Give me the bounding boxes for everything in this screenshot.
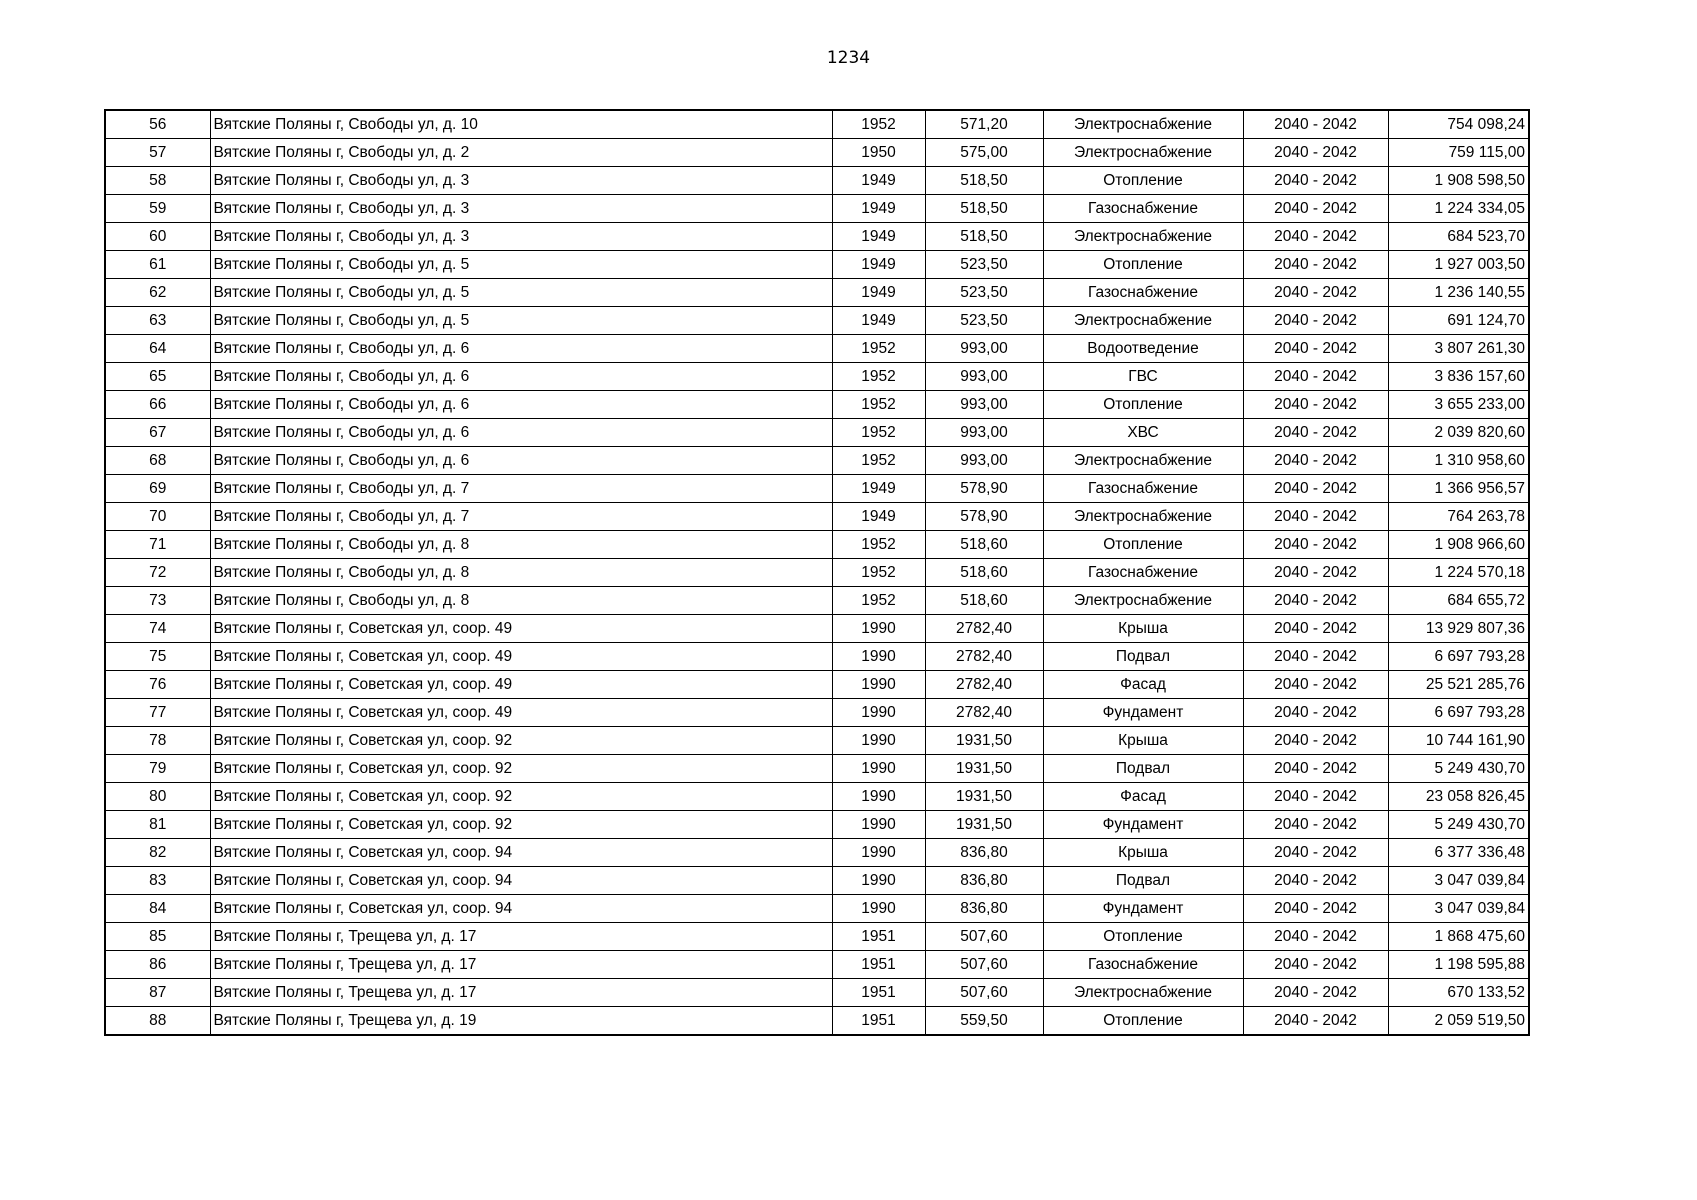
row-number-cell: 71 xyxy=(105,531,210,559)
row-number-cell: 65 xyxy=(105,363,210,391)
address-cell: Вятские Поляны г, Свободы ул, д. 5 xyxy=(210,307,832,335)
table-body xyxy=(105,110,1529,1035)
build-year-cell: 1952 xyxy=(832,363,925,391)
work-type-cell: Электроснабжение xyxy=(1043,223,1243,251)
work-type-cell: Газоснабжение xyxy=(1043,195,1243,223)
work-type-cell: Подвал xyxy=(1043,755,1243,783)
row-number-cell: 72 xyxy=(105,559,210,587)
address-cell: Вятские Поляны г, Свободы ул, д. 6 xyxy=(210,335,832,363)
work-type-cell: Электроснабжение xyxy=(1043,979,1243,1007)
cost-cell: 691 124,70 xyxy=(1388,307,1529,335)
cost-cell: 5 249 430,70 xyxy=(1388,755,1529,783)
period-cell: 2040 - 2042 xyxy=(1243,223,1388,251)
area-cell: 836,80 xyxy=(925,839,1043,867)
address-cell: Вятские Поляны г, Свободы ул, д. 3 xyxy=(210,195,832,223)
cost-cell: 684 523,70 xyxy=(1388,223,1529,251)
work-type-cell: Электроснабжение xyxy=(1043,447,1243,475)
build-year-cell: 1951 xyxy=(832,979,925,1007)
work-type-cell: Фасад xyxy=(1043,671,1243,699)
address-cell: Вятские Поляны г, Трещева ул, д. 17 xyxy=(210,979,832,1007)
table-row xyxy=(105,727,1529,755)
table-row xyxy=(105,643,1529,671)
row-number-cell: 62 xyxy=(105,279,210,307)
cost-cell: 3 807 261,30 xyxy=(1388,335,1529,363)
cost-cell: 764 263,78 xyxy=(1388,503,1529,531)
build-year-cell: 1952 xyxy=(832,391,925,419)
row-number-cell: 66 xyxy=(105,391,210,419)
build-year-cell: 1952 xyxy=(832,110,925,139)
build-year-cell: 1951 xyxy=(832,1007,925,1036)
table-row xyxy=(105,559,1529,587)
build-year-cell: 1952 xyxy=(832,559,925,587)
period-cell: 2040 - 2042 xyxy=(1243,587,1388,615)
row-number-cell: 74 xyxy=(105,615,210,643)
build-year-cell: 1949 xyxy=(832,307,925,335)
cost-cell: 1 927 003,50 xyxy=(1388,251,1529,279)
table-row xyxy=(105,223,1529,251)
cost-cell: 1 908 966,60 xyxy=(1388,531,1529,559)
address-cell: Вятские Поляны г, Свободы ул, д. 8 xyxy=(210,559,832,587)
address-cell: Вятские Поляны г, Свободы ул, д. 3 xyxy=(210,223,832,251)
table-row xyxy=(105,503,1529,531)
work-type-cell: Водоотведение xyxy=(1043,335,1243,363)
work-type-cell: Электроснабжение xyxy=(1043,503,1243,531)
area-cell: 2782,40 xyxy=(925,671,1043,699)
address-cell: Вятские Поляны г, Советская ул, соор. 94 xyxy=(210,839,832,867)
period-cell: 2040 - 2042 xyxy=(1243,867,1388,895)
row-number-cell: 81 xyxy=(105,811,210,839)
area-cell: 1931,50 xyxy=(925,755,1043,783)
build-year-cell: 1952 xyxy=(832,419,925,447)
address-cell: Вятские Поляны г, Советская ул, соор. 92 xyxy=(210,755,832,783)
build-year-cell: 1990 xyxy=(832,867,925,895)
work-type-cell: Электроснабжение xyxy=(1043,110,1243,139)
period-cell: 2040 - 2042 xyxy=(1243,139,1388,167)
cost-cell: 1 868 475,60 xyxy=(1388,923,1529,951)
work-type-cell: Электроснабжение xyxy=(1043,587,1243,615)
row-number-cell: 63 xyxy=(105,307,210,335)
address-cell: Вятские Поляны г, Советская ул, соор. 49 xyxy=(210,615,832,643)
period-cell: 2040 - 2042 xyxy=(1243,475,1388,503)
build-year-cell: 1990 xyxy=(832,643,925,671)
period-cell: 2040 - 2042 xyxy=(1243,615,1388,643)
table-row xyxy=(105,839,1529,867)
build-year-cell: 1949 xyxy=(832,251,925,279)
work-type-cell: Газоснабжение xyxy=(1043,951,1243,979)
cost-cell: 3 047 039,84 xyxy=(1388,867,1529,895)
cost-cell: 1 908 598,50 xyxy=(1388,167,1529,195)
address-cell: Вятские Поляны г, Свободы ул, д. 5 xyxy=(210,279,832,307)
row-number-cell: 88 xyxy=(105,1007,210,1036)
table-row xyxy=(105,110,1529,139)
row-number-cell: 58 xyxy=(105,167,210,195)
area-cell: 836,80 xyxy=(925,895,1043,923)
row-number-cell: 56 xyxy=(105,110,210,139)
table-row xyxy=(105,139,1529,167)
work-type-cell: Газоснабжение xyxy=(1043,475,1243,503)
cost-cell: 1 224 334,05 xyxy=(1388,195,1529,223)
area-cell: 1931,50 xyxy=(925,727,1043,755)
cost-cell: 2 059 519,50 xyxy=(1388,1007,1529,1036)
cost-cell: 3 836 157,60 xyxy=(1388,363,1529,391)
row-number-cell: 87 xyxy=(105,979,210,1007)
address-cell: Вятские Поляны г, Свободы ул, д. 7 xyxy=(210,475,832,503)
work-type-cell: Фундамент xyxy=(1043,811,1243,839)
table-row xyxy=(105,167,1529,195)
table-row xyxy=(105,391,1529,419)
table-row xyxy=(105,531,1529,559)
table-row xyxy=(105,755,1529,783)
cost-cell: 1 224 570,18 xyxy=(1388,559,1529,587)
address-cell: Вятские Поляны г, Свободы ул, д. 7 xyxy=(210,503,832,531)
address-cell: Вятские Поляны г, Советская ул, соор. 94 xyxy=(210,867,832,895)
period-cell: 2040 - 2042 xyxy=(1243,811,1388,839)
area-cell: 523,50 xyxy=(925,251,1043,279)
address-cell: Вятские Поляны г, Свободы ул, д. 3 xyxy=(210,167,832,195)
period-cell: 2040 - 2042 xyxy=(1243,363,1388,391)
build-year-cell: 1952 xyxy=(832,335,925,363)
cost-cell: 10 744 161,90 xyxy=(1388,727,1529,755)
period-cell: 2040 - 2042 xyxy=(1243,307,1388,335)
period-cell: 2040 - 2042 xyxy=(1243,503,1388,531)
area-cell: 507,60 xyxy=(925,951,1043,979)
build-year-cell: 1949 xyxy=(832,195,925,223)
area-cell: 993,00 xyxy=(925,391,1043,419)
work-type-cell: Электроснабжение xyxy=(1043,307,1243,335)
period-cell: 2040 - 2042 xyxy=(1243,895,1388,923)
work-type-cell: Отопление xyxy=(1043,391,1243,419)
area-cell: 578,90 xyxy=(925,503,1043,531)
row-number-cell: 86 xyxy=(105,951,210,979)
area-cell: 993,00 xyxy=(925,447,1043,475)
address-cell: Вятские Поляны г, Трещева ул, д. 17 xyxy=(210,951,832,979)
row-number-cell: 67 xyxy=(105,419,210,447)
table-row xyxy=(105,475,1529,503)
build-year-cell: 1990 xyxy=(832,615,925,643)
period-cell: 2040 - 2042 xyxy=(1243,447,1388,475)
build-year-cell: 1951 xyxy=(832,951,925,979)
area-cell: 993,00 xyxy=(925,419,1043,447)
work-type-cell: Фасад xyxy=(1043,783,1243,811)
period-cell: 2040 - 2042 xyxy=(1243,279,1388,307)
table-row xyxy=(105,783,1529,811)
address-cell: Вятские Поляны г, Свободы ул, д. 8 xyxy=(210,587,832,615)
table-row xyxy=(105,951,1529,979)
period-cell: 2040 - 2042 xyxy=(1243,979,1388,1007)
work-type-cell: Электроснабжение xyxy=(1043,139,1243,167)
row-number-cell: 80 xyxy=(105,783,210,811)
address-cell: Вятские Поляны г, Советская ул, соор. 49 xyxy=(210,643,832,671)
cost-cell: 1 198 595,88 xyxy=(1388,951,1529,979)
repair-schedule-table xyxy=(104,109,1530,1036)
cost-cell: 1 310 958,60 xyxy=(1388,447,1529,475)
row-number-cell: 82 xyxy=(105,839,210,867)
row-number-cell: 60 xyxy=(105,223,210,251)
build-year-cell: 1949 xyxy=(832,475,925,503)
address-cell: Вятские Поляны г, Советская ул, соор. 92 xyxy=(210,811,832,839)
period-cell: 2040 - 2042 xyxy=(1243,335,1388,363)
row-number-cell: 57 xyxy=(105,139,210,167)
work-type-cell: Подвал xyxy=(1043,643,1243,671)
row-number-cell: 79 xyxy=(105,755,210,783)
cost-cell: 3 655 233,00 xyxy=(1388,391,1529,419)
table-row xyxy=(105,1007,1529,1036)
cost-cell: 754 098,24 xyxy=(1388,110,1529,139)
period-cell: 2040 - 2042 xyxy=(1243,671,1388,699)
period-cell: 2040 - 2042 xyxy=(1243,643,1388,671)
table-row xyxy=(105,671,1529,699)
area-cell: 518,60 xyxy=(925,587,1043,615)
table-row xyxy=(105,979,1529,1007)
address-cell: Вятские Поляны г, Советская ул, соор. 92 xyxy=(210,783,832,811)
work-type-cell: Подвал xyxy=(1043,867,1243,895)
build-year-cell: 1952 xyxy=(832,531,925,559)
address-cell: Вятские Поляны г, Свободы ул, д. 6 xyxy=(210,363,832,391)
address-cell: Вятские Поляны г, Свободы ул, д. 5 xyxy=(210,251,832,279)
area-cell: 518,50 xyxy=(925,195,1043,223)
build-year-cell: 1990 xyxy=(832,727,925,755)
build-year-cell: 1952 xyxy=(832,587,925,615)
build-year-cell: 1949 xyxy=(832,167,925,195)
work-type-cell: Отопление xyxy=(1043,251,1243,279)
cost-cell: 759 115,00 xyxy=(1388,139,1529,167)
build-year-cell: 1951 xyxy=(832,923,925,951)
period-cell: 2040 - 2042 xyxy=(1243,531,1388,559)
period-cell: 2040 - 2042 xyxy=(1243,951,1388,979)
area-cell: 518,60 xyxy=(925,559,1043,587)
period-cell: 2040 - 2042 xyxy=(1243,251,1388,279)
work-type-cell: Фундамент xyxy=(1043,699,1243,727)
area-cell: 993,00 xyxy=(925,363,1043,391)
address-cell: Вятские Поляны г, Свободы ул, д. 6 xyxy=(210,419,832,447)
area-cell: 575,00 xyxy=(925,139,1043,167)
build-year-cell: 1990 xyxy=(832,671,925,699)
row-number-cell: 83 xyxy=(105,867,210,895)
table-row xyxy=(105,307,1529,335)
period-cell: 2040 - 2042 xyxy=(1243,167,1388,195)
work-type-cell: Крыша xyxy=(1043,615,1243,643)
row-number-cell: 59 xyxy=(105,195,210,223)
row-number-cell: 84 xyxy=(105,895,210,923)
period-cell: 2040 - 2042 xyxy=(1243,727,1388,755)
address-cell: Вятские Поляны г, Трещева ул, д. 19 xyxy=(210,1007,832,1036)
table-row xyxy=(105,251,1529,279)
work-type-cell: Газоснабжение xyxy=(1043,279,1243,307)
cost-cell: 6 697 793,28 xyxy=(1388,643,1529,671)
row-number-cell: 76 xyxy=(105,671,210,699)
cost-cell: 5 249 430,70 xyxy=(1388,811,1529,839)
table-row xyxy=(105,279,1529,307)
period-cell: 2040 - 2042 xyxy=(1243,699,1388,727)
cost-cell: 3 047 039,84 xyxy=(1388,895,1529,923)
area-cell: 559,50 xyxy=(925,1007,1043,1036)
work-type-cell: ГВС xyxy=(1043,363,1243,391)
table-row xyxy=(105,447,1529,475)
period-cell: 2040 - 2042 xyxy=(1243,923,1388,951)
work-type-cell: Газоснабжение xyxy=(1043,559,1243,587)
work-type-cell: Отопление xyxy=(1043,923,1243,951)
address-cell: Вятские Поляны г, Свободы ул, д. 6 xyxy=(210,447,832,475)
cost-cell: 6 697 793,28 xyxy=(1388,699,1529,727)
row-number-cell: 69 xyxy=(105,475,210,503)
row-number-cell: 77 xyxy=(105,699,210,727)
period-cell: 2040 - 2042 xyxy=(1243,559,1388,587)
cost-cell: 670 133,52 xyxy=(1388,979,1529,1007)
address-cell: Вятские Поляны г, Советская ул, соор. 49 xyxy=(210,699,832,727)
row-number-cell: 70 xyxy=(105,503,210,531)
row-number-cell: 78 xyxy=(105,727,210,755)
cost-cell: 25 521 285,76 xyxy=(1388,671,1529,699)
table-row xyxy=(105,419,1529,447)
table-row xyxy=(105,811,1529,839)
table-row xyxy=(105,895,1529,923)
area-cell: 518,60 xyxy=(925,531,1043,559)
area-cell: 1931,50 xyxy=(925,783,1043,811)
period-cell: 2040 - 2042 xyxy=(1243,839,1388,867)
table-row xyxy=(105,335,1529,363)
table-row xyxy=(105,699,1529,727)
area-cell: 571,20 xyxy=(925,110,1043,139)
period-cell: 2040 - 2042 xyxy=(1243,755,1388,783)
table-row xyxy=(105,615,1529,643)
work-type-cell: Отопление xyxy=(1043,1007,1243,1036)
area-cell: 507,60 xyxy=(925,979,1043,1007)
table-row xyxy=(105,363,1529,391)
cost-cell: 23 058 826,45 xyxy=(1388,783,1529,811)
build-year-cell: 1990 xyxy=(832,839,925,867)
cost-cell: 6 377 336,48 xyxy=(1388,839,1529,867)
address-cell: Вятские Поляны г, Советская ул, соор. 94 xyxy=(210,895,832,923)
area-cell: 1931,50 xyxy=(925,811,1043,839)
period-cell: 2040 - 2042 xyxy=(1243,110,1388,139)
build-year-cell: 1949 xyxy=(832,223,925,251)
cost-cell: 13 929 807,36 xyxy=(1388,615,1529,643)
area-cell: 993,00 xyxy=(925,335,1043,363)
row-number-cell: 64 xyxy=(105,335,210,363)
address-cell: Вятские Поляны г, Свободы ул, д. 8 xyxy=(210,531,832,559)
build-year-cell: 1950 xyxy=(832,139,925,167)
area-cell: 523,50 xyxy=(925,279,1043,307)
address-cell: Вятские Поляны г, Свободы ул, д. 2 xyxy=(210,139,832,167)
address-cell: Вятские Поляны г, Советская ул, соор. 49 xyxy=(210,671,832,699)
table-row xyxy=(105,867,1529,895)
row-number-cell: 68 xyxy=(105,447,210,475)
area-cell: 836,80 xyxy=(925,867,1043,895)
build-year-cell: 1952 xyxy=(832,447,925,475)
work-type-cell: Крыша xyxy=(1043,839,1243,867)
address-cell: Вятские Поляны г, Советская ул, соор. 92 xyxy=(210,727,832,755)
row-number-cell: 61 xyxy=(105,251,210,279)
row-number-cell: 73 xyxy=(105,587,210,615)
area-cell: 518,50 xyxy=(925,167,1043,195)
area-cell: 2782,40 xyxy=(925,615,1043,643)
build-year-cell: 1990 xyxy=(832,755,925,783)
table-row xyxy=(105,195,1529,223)
cost-cell: 684 655,72 xyxy=(1388,587,1529,615)
area-cell: 2782,40 xyxy=(925,699,1043,727)
build-year-cell: 1990 xyxy=(832,811,925,839)
work-type-cell: Отопление xyxy=(1043,167,1243,195)
address-cell: Вятские Поляны г, Свободы ул, д. 10 xyxy=(210,110,832,139)
build-year-cell: 1949 xyxy=(832,279,925,307)
cost-cell: 1 366 956,57 xyxy=(1388,475,1529,503)
page-number: 1234 xyxy=(826,48,871,68)
table-row xyxy=(105,587,1529,615)
period-cell: 2040 - 2042 xyxy=(1243,1007,1388,1036)
period-cell: 2040 - 2042 xyxy=(1243,391,1388,419)
area-cell: 507,60 xyxy=(925,923,1043,951)
work-type-cell: Отопление xyxy=(1043,531,1243,559)
build-year-cell: 1990 xyxy=(832,895,925,923)
work-type-cell: Фундамент xyxy=(1043,895,1243,923)
cost-cell: 1 236 140,55 xyxy=(1388,279,1529,307)
area-cell: 2782,40 xyxy=(925,643,1043,671)
row-number-cell: 85 xyxy=(105,923,210,951)
period-cell: 2040 - 2042 xyxy=(1243,195,1388,223)
area-cell: 523,50 xyxy=(925,307,1043,335)
build-year-cell: 1949 xyxy=(832,503,925,531)
address-cell: Вятские Поляны г, Трещева ул, д. 17 xyxy=(210,923,832,951)
area-cell: 578,90 xyxy=(925,475,1043,503)
area-cell: 518,50 xyxy=(925,223,1043,251)
work-type-cell: ХВС xyxy=(1043,419,1243,447)
work-type-cell: Крыша xyxy=(1043,727,1243,755)
row-number-cell: 75 xyxy=(105,643,210,671)
period-cell: 2040 - 2042 xyxy=(1243,783,1388,811)
cost-cell: 2 039 820,60 xyxy=(1388,419,1529,447)
build-year-cell: 1990 xyxy=(832,783,925,811)
address-cell: Вятские Поляны г, Свободы ул, д. 6 xyxy=(210,391,832,419)
table-row xyxy=(105,923,1529,951)
period-cell: 2040 - 2042 xyxy=(1243,419,1388,447)
build-year-cell: 1990 xyxy=(832,699,925,727)
